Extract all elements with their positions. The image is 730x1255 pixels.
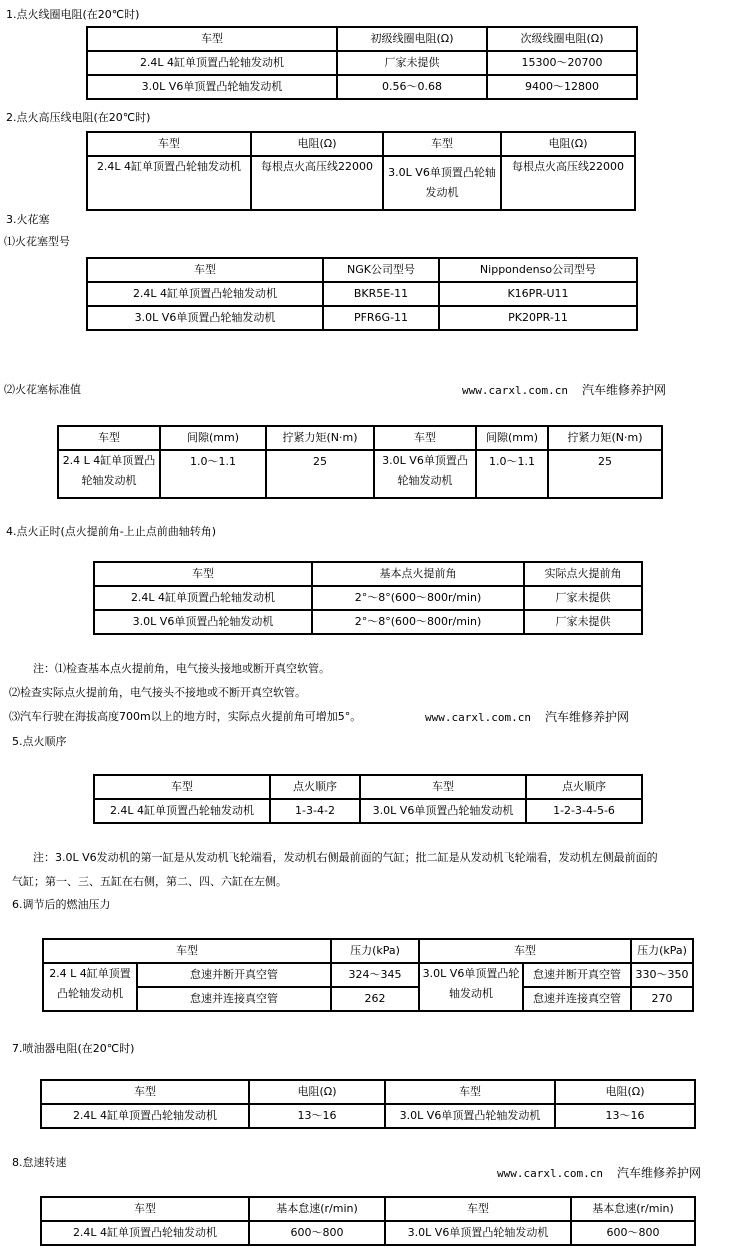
header-cell: 点火顺序 [270,775,360,799]
watermark-url: www.carxl.com.cn [425,711,531,724]
table-row [41,1221,695,1245]
table-cell: 9400～12800 [487,75,637,99]
table-cell: 25 [548,450,662,498]
table-cell: 262 [331,987,419,1011]
ignition-cable-table [86,131,636,211]
table-cell: 600～800 [249,1221,385,1245]
section-8-title: 8.怠速转速 [12,1156,67,1169]
table-cell: 2.4 L 4缸单顶置凸轮轴发动机 [58,450,160,498]
table-row [87,306,637,330]
table-header-row [87,27,637,51]
note-3: ⑶汽车行驶在海拔高度700m以上的地方时，实际点火提前角可增加5°。 [9,710,362,723]
table-cell: 13～16 [249,1104,385,1128]
header-cell: Nippondenso公司型号 [439,258,637,282]
fuel-pressure-table [42,938,694,1012]
header-cell: 基本怠速(r/min) [571,1197,695,1221]
table-cell: 2.4L 4缸单顶置凸轮轴发动机 [87,51,337,75]
spark-plug-spec-table [57,425,663,499]
table-row [87,75,637,99]
header-cell: 车型 [94,775,270,799]
table-row [43,987,693,1011]
idle-speed-table [40,1196,696,1246]
table-cell: 270 [631,987,693,1011]
header-cell: 压力(kPa) [331,939,419,963]
table-cell: 25 [266,450,374,498]
table-cell: 3.0L V6单顶置凸轮轴发动机 [385,1104,555,1128]
table-cell: PK20PR-11 [439,306,637,330]
table-cell: 0.56～0.68 [337,75,487,99]
table-cell: 1-2-3-4-5-6 [526,799,642,823]
table-cell: 2.4L 4缸单顶置凸轮轴发动机 [87,156,251,210]
table-cell: 2.4L 4缸单顶置凸轮轴发动机 [87,282,323,306]
table-header-row [41,1080,695,1104]
header-cell: 实际点火提前角 [524,562,642,586]
firing-order-table [93,774,643,824]
header-cell: 拧紧力矩(N·m) [548,426,662,450]
table-header-row [87,132,635,156]
table-cell: 2.4L 4缸单顶置凸轮轴发动机 [41,1104,249,1128]
table-header-row [58,426,662,450]
table-cell: 2°～8°(600～800r/min) [312,586,524,610]
model-cell: 3.0L V6单顶置凸轮轴发动机 [419,963,523,1011]
header-cell: NGK公司型号 [323,258,439,282]
header-cell: 车型 [385,1197,571,1221]
watermark-url: www.carxl.com.cn [462,384,568,397]
header-cell: 车型 [87,132,251,156]
table-cell: 2.4L 4缸单顶置凸轮轴发动机 [94,799,270,823]
section-7-title: 7.喷油器电阻(在20℃时) [12,1042,135,1055]
header-cell: 车型 [419,939,631,963]
table-header-row [94,562,642,586]
table-cell: BKR5E-11 [323,282,439,306]
table-header-row [41,1197,695,1221]
ignition-timing-table [93,561,643,635]
coil-resistance-table [86,26,638,100]
table-header-row [43,939,693,963]
section-1-title: 1.点火线圈电阻(在20℃时) [6,8,140,21]
header-cell: 车型 [94,562,312,586]
header-cell: 车型 [41,1197,249,1221]
table-cell: 厂家未提供 [524,586,642,610]
table-cell: 3.0L V6单顶置凸轮轴发动机 [374,450,476,498]
header-cell: 电阻(Ω) [249,1080,385,1104]
table-header-row [87,258,637,282]
table-cell: 2.4L 4缸单顶置凸轮轴发动机 [41,1221,249,1245]
table-cell: 15300～20700 [487,51,637,75]
table-cell: 2.4L 4缸单顶置凸轮轴发动机 [94,586,312,610]
header-cell: 电阻(Ω) [555,1080,695,1104]
table-cell: 13～16 [555,1104,695,1128]
table-row [94,586,642,610]
table-cell: 600～800 [571,1221,695,1245]
note-firing-1: 注：3.0L V6发动机的第一缸是从发动机飞轮端看，发动机右侧最前面的气缸；批二缸是从发动机飞轮端看，发动机左侧最前面的 [33,851,658,864]
header-cell: 车型 [385,1080,555,1104]
spark-plug-model-table [86,257,638,331]
table-row [87,51,637,75]
header-cell: 车型 [360,775,526,799]
note-firing-2: 气缸；第一、三、五缸在右侧，第二、四、六缸在左侧。 [12,875,287,888]
table-cell: 324～345 [331,963,419,987]
header-cell: 次级线圈电阻(Ω) [487,27,637,51]
header-cell: 车型 [41,1080,249,1104]
watermark-text: 汽车维修养护网 [544,710,629,724]
section-3-title: 3.火花塞 [6,213,50,226]
table-cell: 3.0L V6单顶置凸轮轴发动机 [385,1221,571,1245]
header-cell: 基本点火提前角 [312,562,524,586]
header-cell: 车型 [58,426,160,450]
header-cell: 基本怠速(r/min) [249,1197,385,1221]
header-cell: 压力(kPa) [631,939,693,963]
table-cell: 330～350 [631,963,693,987]
table-cell: 1-3-4-2 [270,799,360,823]
table-row [41,1104,695,1128]
section-4-title: 4.点火正时(点火提前角-上止点前曲轴转角) [6,525,217,538]
note-1: 注：⑴检查基本点火提前角，电气接头接地或断开真空软管。 [33,662,330,675]
section-3-sub-1: ⑴火花塞型号 [4,235,70,248]
table-cell: PFR6G-11 [323,306,439,330]
header-cell: 初级线圈电阻(Ω) [337,27,487,51]
header-cell: 拧紧力矩(N·m) [266,426,374,450]
table-header-row [94,775,642,799]
watermark-text: 汽车维修养护网 [616,1166,701,1180]
table-row [94,799,642,823]
section-6-title: 6.调节后的燃油压力 [12,898,111,911]
section-3-sub-2: ⑵火花塞标准值 [4,383,81,396]
watermark-2 [425,710,629,725]
model-cell: 2.4 L 4缸单顶置凸轮轴发动机 [43,963,137,1011]
watermark-1 [462,383,666,398]
table-cell: K16PR-U11 [439,282,637,306]
table-row [87,156,635,210]
injector-resistance-table [40,1079,696,1129]
table-cell: 2°～8°(600～800r/min) [312,610,524,634]
table-cell: 怠速并断开真空管 [137,963,331,987]
header-cell: 电阻(Ω) [501,132,635,156]
header-cell: 间隙(mm) [160,426,266,450]
table-cell: 每根点火高压线22000 [501,156,635,210]
table-cell: 每根点火高压线22000 [251,156,383,210]
header-cell: 车型 [374,426,476,450]
header-cell: 电阻(Ω) [251,132,383,156]
table-cell: 3.0L V6单顶置凸轮轴发动机 [383,156,501,210]
header-cell: 间隙(mm) [476,426,548,450]
header-cell: 车型 [43,939,331,963]
watermark-text: 汽车维修养护网 [581,383,666,397]
table-cell: 厂家未提供 [524,610,642,634]
table-cell: 怠速并连接真空管 [523,987,631,1011]
table-cell: 3.0L V6单顶置凸轮轴发动机 [360,799,526,823]
watermark-url: www.carxl.com.cn [497,1167,603,1180]
note-2: ⑵检查实际点火提前角，电气接头不接地或不断开真空软管。 [9,686,306,699]
table-cell: 怠速并断开真空管 [523,963,631,987]
table-row [43,963,693,987]
header-cell: 点火顺序 [526,775,642,799]
table-cell: 3.0L V6单顶置凸轮轴发动机 [94,610,312,634]
table-row [58,450,662,498]
table-cell: 怠速并连接真空管 [137,987,331,1011]
table-cell: 厂家未提供 [337,51,487,75]
watermark-3 [497,1166,701,1181]
section-5-title: 5.点火顺序 [12,735,67,748]
table-cell: 3.0L V6单顶置凸轮轴发动机 [87,75,337,99]
table-row [87,282,637,306]
header-cell: 车型 [383,132,501,156]
table-row [94,610,642,634]
table-cell: 1.0～1.1 [160,450,266,498]
table-cell: 3.0L V6单顶置凸轮轴发动机 [87,306,323,330]
table-cell: 1.0～1.1 [476,450,548,498]
section-2-title: 2.点火高压线电阻(在20℃时) [6,111,151,124]
header-cell: 车型 [87,27,337,51]
header-cell: 车型 [87,258,323,282]
